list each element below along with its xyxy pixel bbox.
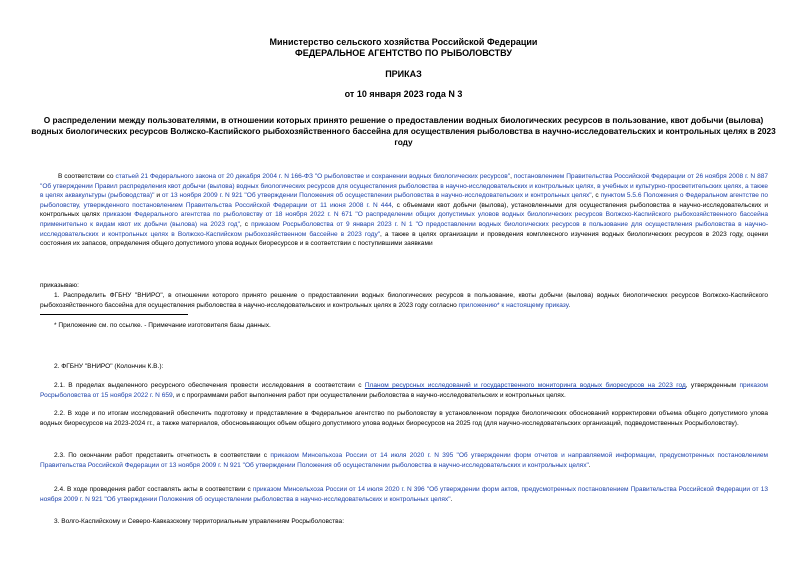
footnote: * Приложение см. по ссылке. - Примечание изготовителя базы данных. [54, 322, 271, 329]
link-appendix[interactable]: приложению* к настоящему приказу [458, 301, 569, 309]
link-polozhenie-444[interactable]: пунктом 5.5.6 Положения о Федеральном агентстве по рыболовству, утвержденного постановлением Правительства Российской Федерации от 11 июня 2008 г. N 444 [40, 192, 769, 209]
preamble-text-4: , с [591, 192, 601, 200]
preamble [40, 172, 768, 249]
document-date: от 10 января 2023 года N 3 [344, 89, 463, 99]
item-2-1-text-1: 2.1. В пределах выделенного ресурсного обеспечения провести исследования в соответствии с [54, 382, 365, 389]
link-postanovlenie-887[interactable]: постановлением Правительства Российской Федерации от 26 ноября 2008 г. N 887 "Об утверждении Правил распределения квот добычи (вылова) водных биологических ресурсов для осуществления рыболовства в научно-исследовательских и контрольных целях, в учебных и культурно-просветительских целях, а также в целях аквакультуры (рыбоводства)" [40, 173, 768, 200]
document-title: О распределении между пользователями, в отношении которых принято решение о предоставлении водных биологических ресурсов в пользование, квот добычи (вылова) водных биологических ресурсов Волжско-Каспийского рыбохозяйственного бассейна для осуществления рыболовства в научно-исследовательских и контрольных целях в 2023 году [31, 115, 776, 147]
item-2: 2. ФГБНУ "ВНИРО" (Колончин К.В.): [54, 363, 164, 370]
preamble-text-1: В соответствии со [58, 173, 116, 180]
order-word: приказываю: [40, 282, 79, 289]
item-1 [40, 291, 768, 310]
item-2-1-text-2: , утвержденным [685, 382, 740, 389]
item-2-4 [40, 485, 768, 504]
item-2-3-text-1: 2.3. По окончании работ представить отчетность в соответствии с [54, 452, 271, 459]
item-2-3 [40, 451, 768, 470]
document-type: ПРИКАЗ [385, 69, 422, 79]
footnote-divider [40, 314, 188, 315]
ministry-name: Министерство сельского хозяйства Российской Федерации [269, 37, 538, 47]
preamble-text-5: , с объемами квот добычи (вылова), установленными для осуществления рыболовства в научно-исследовательских и контрольных целях [40, 201, 769, 219]
item-3: 3. Волго-Каспийскому и Северо-Кавказскому территориальным управлениям Росрыболовства: [54, 518, 345, 525]
item-2-2: 2.2. В ходе и по итогам исследований обеспечить подготовку и представление в Федеральное агентство по рыболовству в установленном порядке биологических обоснований корректировки объема общего допустимого улова водных биоресурсов на 2023-2024 гг., а также материалов, обосновывающих объем общего допустимого улова водных биоресурсов на 2025 год (для научно-исследовательских организаций, подведомственных Росрыболовству). [40, 410, 768, 427]
link-prikaz-395[interactable]: приказом Минсельхоза России от 14 июля 2020 г. N 395 "Об утверждении форм отчетов и направляемой информации, предусмотренных постановлением Правительства Российской Федерации от 13 ноября 2009 г. N 921 "Об утверждении Положения об осуществлении рыболовства в научно-исследовательских и контрольных целях" [40, 452, 768, 469]
item-2-4-text-2: . [450, 495, 453, 503]
agency-name: ФЕДЕРАЛЬНОЕ АГЕНТСТВО ПО РЫБОЛОВСТВУ [295, 48, 512, 58]
item-1-tail: . [568, 301, 571, 309]
link-fz-166-art-21[interactable]: статьей 21 Федерального закона от 20 декабря 2004 г. N 166-ФЗ "О рыболовстве и сохранении водных биологических ресурсов" [115, 173, 511, 180]
link-prikaz-396[interactable]: приказом Минсельхоза России от 14 июля 2020 г. N 396 "Об утверждении форм актов, предусмотренных постановлением Правительства Российской Федерации от 13 ноября 2009 г. N 921 "Об утверждении Положения об осуществлении рыболовства в научно-исследовательских и контрольных целях" [40, 486, 768, 503]
link-prikaz-1[interactable]: приказом Росрыболовства от 9 января 2023 г. N 1 "О предоставлении водных биологических ресурсов в пользование для осуществления рыболовства в научно-исследовательских и контрольных целях в Волжско-Каспийском рыбохозяйственном бассейне в 2023 году" [40, 220, 769, 238]
link-prikaz-671[interactable]: приказом Федерального агентства по рыболовству от 18 ноября 2022 г. N 671 "О распределении общих допустимых уловов водных биологических ресурсов Волжско-Каспийского рыбохозяйственного бассейна применительно к видам квот их добычи (вылова) на 2023 год" [40, 211, 768, 228]
link-research-plan-2023[interactable]: Планом ресурсных исследований и государственного мониторинга водных биоресурсов на 2023 год [364, 382, 686, 389]
item-2-1-text-3: , и с программами работ выполнения работ при осуществлении рыболовства в научно-исследовательских и контрольных целях. [172, 391, 566, 399]
item-1-text: 1. Распределить ФГБНУ "ВНИРО", в отношении которого принято решение о предоставлении водных биологических ресурсов в пользование, квоты добычи (вылова) водных биологических ресурсов Волжско-Каспийского рыбохозяйственного бассейна для осуществления рыболовства в научно-исследовательских и контрольных целях в 2023 году согласно [40, 292, 768, 309]
item-2-3-text-2: . [588, 461, 591, 469]
preamble-text-7: , а также в целях организации и проведения комплексного изучения водных биологических ресурсов в 2023 году, оценки состояния их запасов, определения общего допустимого улова водных биоресурсов и в соответствии с поступившими заявками [40, 230, 768, 248]
item-2-1 [40, 381, 768, 400]
item-2-4-text-1: 2.4. В ходе проведения работ составлять акты в соответствии с [54, 486, 253, 493]
link-prikaz-659[interactable]: приказом Росрыболовства от 15 ноября 2022 г. N 659 [40, 382, 768, 399]
preamble-text-6: , с [239, 220, 252, 228]
preamble-text-3: и [154, 192, 162, 200]
link-postanovlenie-921[interactable]: от 13 ноября 2009 г. N 921 "Об утверждении Положения об осуществлении рыболовства в научно-исследовательских и контрольных целях" [161, 192, 592, 200]
preamble-text-2: , [510, 173, 514, 180]
